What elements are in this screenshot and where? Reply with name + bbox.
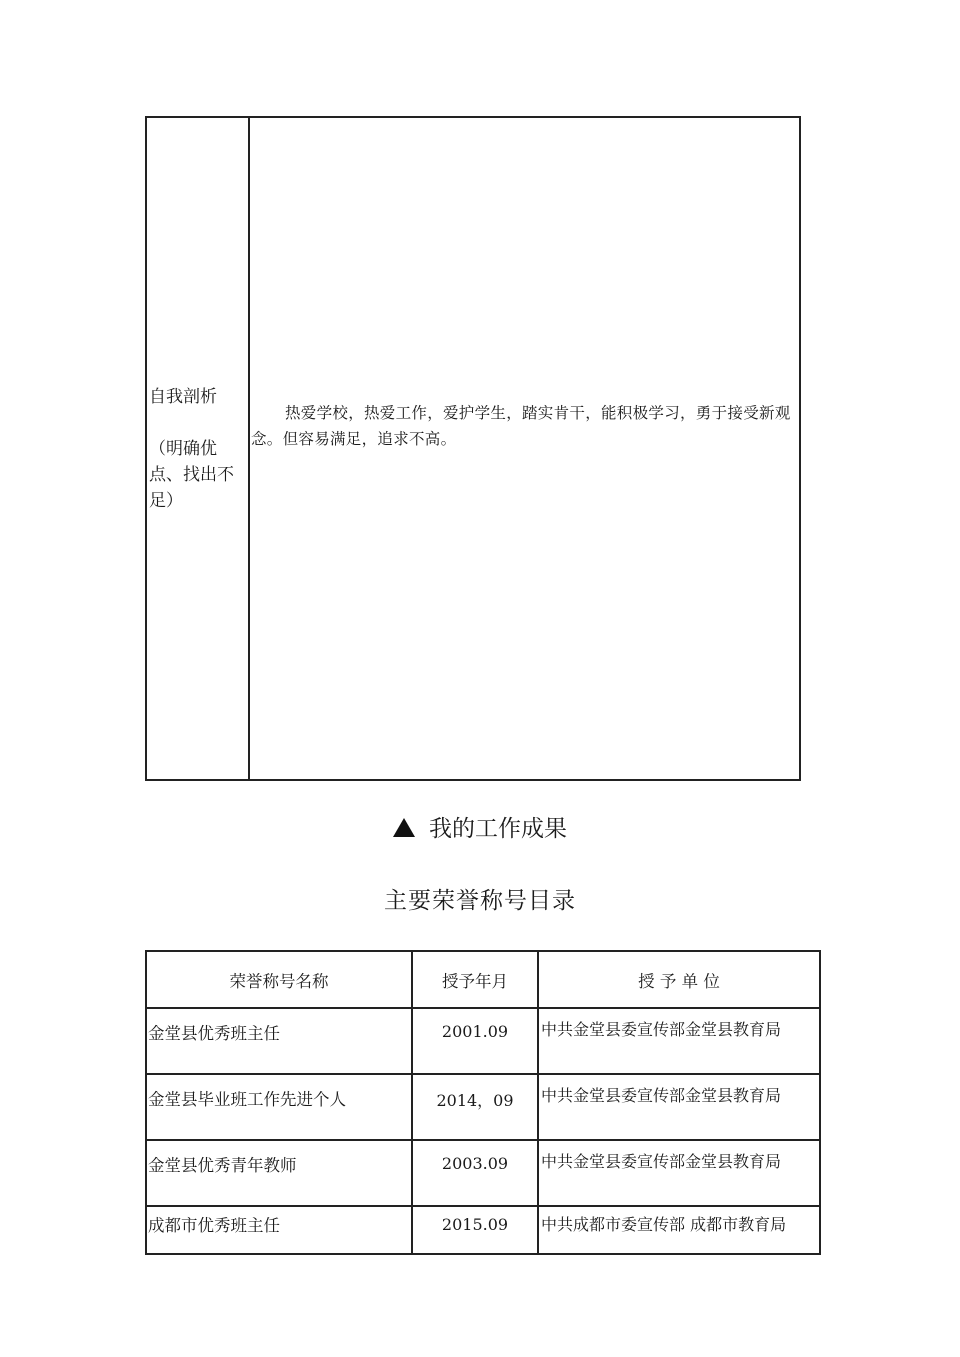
honor-name: 金堂县毕业班工作先进个人	[146, 1074, 412, 1140]
honors-table	[145, 950, 821, 1255]
self-analysis-label: 自我剖析	[149, 387, 217, 407]
table-row	[146, 1140, 820, 1206]
section-heading-text: 我的工作成果	[429, 816, 567, 842]
self-analysis-table	[145, 116, 801, 781]
table-row	[146, 1008, 820, 1074]
column-header-date: 授予年月	[412, 951, 538, 1008]
honor-org: 中共成都市委宣传部 成都市教育局	[538, 1206, 820, 1254]
honor-name: 金堂县优秀青年教师	[146, 1140, 412, 1206]
honor-org: 中共金堂县委宣传部金堂县教育局	[538, 1140, 820, 1206]
triangle-up-icon	[393, 818, 415, 837]
honor-date: 2001.09	[412, 1008, 538, 1074]
honor-name: 金堂县优秀班主任	[146, 1008, 412, 1074]
table-row	[146, 1074, 820, 1140]
honors-title: 主要荣誉称号目录	[384, 888, 576, 914]
table-row	[146, 1206, 820, 1254]
self-analysis-label-cell	[147, 118, 250, 779]
honors-header-row	[146, 951, 820, 1008]
self-analysis-sublabel: （明确优点、找出不足）	[149, 439, 234, 511]
column-header-org: 授 予 单 位	[538, 951, 820, 1008]
honor-date: 2015.09	[412, 1206, 538, 1254]
self-analysis-content: 热爱学校，热爱工作，爱护学生，踏实肯干，能积极学习，勇于接受新观念。但容易满足，追求不高。	[251, 404, 791, 448]
column-header-name: 荣誉称号名称	[146, 951, 412, 1008]
honor-org: 中共金堂县委宣传部金堂县教育局	[538, 1074, 820, 1140]
honor-date: 2003.09	[412, 1140, 538, 1206]
honor-org: 中共金堂县委宣传部金堂县教育局	[538, 1008, 820, 1074]
honor-date: 2014，09	[412, 1074, 538, 1140]
honor-name: 成都市优秀班主任	[146, 1206, 412, 1254]
section-heading	[0, 812, 960, 846]
